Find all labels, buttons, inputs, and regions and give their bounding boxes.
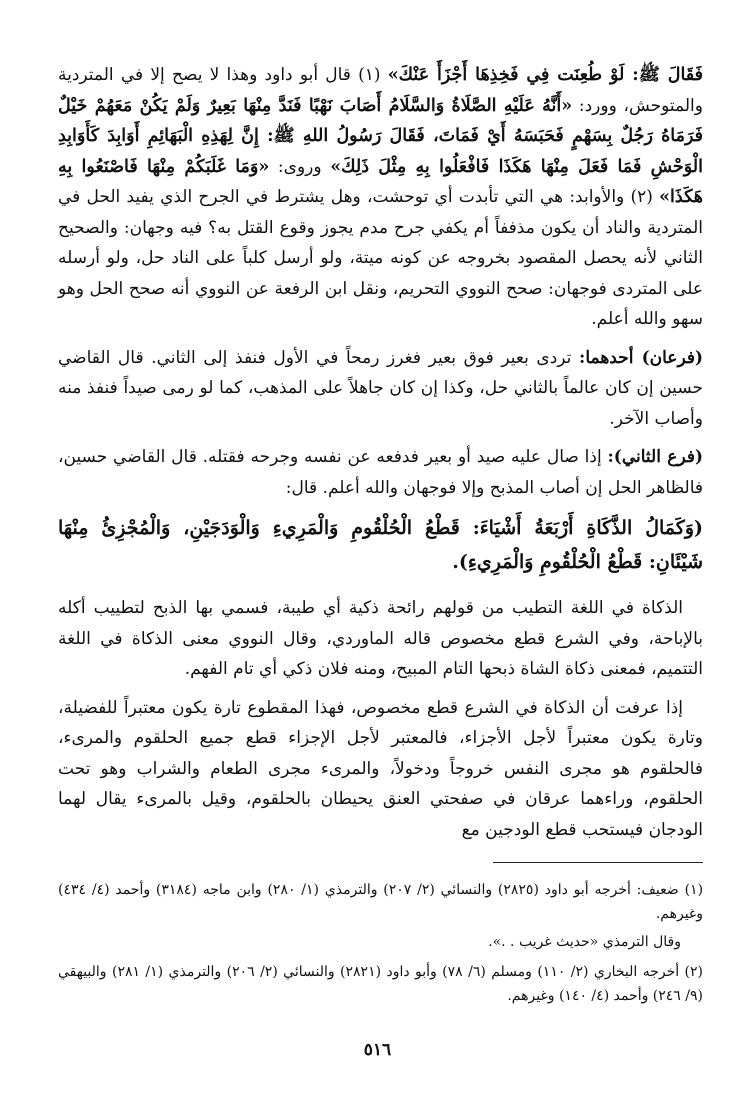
paragraph-hadith-discussion xyxy=(58,60,703,335)
paragraph-definition: الذكاة في اللغة التطيب من قولهم رائحة ذكية أي طيبة، فسمي بها الذبح لتطييب أكله بالإباحة، وفي الشرع قطع مخصوص قاله الماوردي، وقال النووي معنى الذكاة في اللغة التتميم، فمعنى ذكاة الشاة ذبحها التام المبيح، ومنه فلان ذكي أي تام الفهم. xyxy=(58,598,703,679)
footnote-2: (٢) أخرجه البخاري (٢/ ١١٠) ومسلم (٦/ ٧٨) وأبو داود (٢٨٢١) والنسائي (٢/ ٢٠٦) والترمذي (١/ ٢٨١) والبيهقي (٩/ ٢٤٦) وأحمد (٤/ ١٤٠) وغيرهم. xyxy=(58,964,703,1004)
page-number: ٥١٦ xyxy=(363,1040,392,1060)
paragraph-text: تردى بعير فوق بعير فغرز رمحاً في الأول فنفذ إلى الثاني. قال القاضي حسين إن كان عالماً بالثاني حل، وكذا إن كان جاهلاً على المذهب، كما لو رمى صيداً فنفذ منه وأصاب الآخر. xyxy=(58,347,703,429)
paragraph-text: وروى: xyxy=(269,156,331,177)
paragraph-two-branches xyxy=(58,343,703,435)
matn-text: (وَكَمَالُ الذَّكَاةِ أَرْبَعَةُ أَشْيَاءَ: قَطْعُ الْحُلْقُومِ وَالْمَرِيءِ وَالْوَدَجَيْنِ، وَالْمُجْزِئُ مِنْهَا شَيْئَانِ: قَطْعُ الْحُلْقُومِ وَالْمَرِيءِ). xyxy=(58,517,703,573)
footnote-1: (١) ضعيف: أخرجه أبو داود (٢٨٢٥) والنسائي (٢/ ٢٠٧) والترمذي (١/ ٢٨٠) وابن ماجه (٣١٨٤) وأحمد (٤/ ٤٣٤) وغيرهم. xyxy=(58,882,704,922)
paragraph-text: (٢) والأوابد: هي التي تأبدت أي توحشت، وهل يشترط في الجرح الذي يفيد الحل في المتردية والناد أن يكون مذففاً أم يكفي جرح مدم يجوز وقوع القتل به؟ فيه وجهان: والصحيح الثاني لأنه يحصل المقصود بخروجه عن كونه ميتة، ولو أرسل كلباً على الناد حل، ولو أرسله على المتردى فوجهان: صحح النووي التحريم، ونقل ابن الرفعة عن النووي أنه صحح الحل وهو سهو والله أعلم. xyxy=(58,187,703,329)
footnote-1-note: وقال الترمذي «حديث غريب . .». xyxy=(488,934,681,950)
hadith-quote: «وَمَا غَلَبَكُمْ مِنْهَا فَاصْنَعُوا بِهِ هَكَذَا» xyxy=(58,156,703,207)
section-lead: (فرع الثاني): xyxy=(607,447,703,467)
paragraph-text: (١) قال أبو داود وهذا لا يصح إلا في المتردية والمتوحش، وورد: xyxy=(58,65,703,116)
hadith-quote: «أَنَّهُ عَلَيْهِ الصَّلَاةُ وَالسَّلَامُ أَصَابَ نَهْبًا فَنَدَّ مِنْهَا بَعِيرٌ وَلَمْ يَكُنْ مَعَهُمْ خَيْلٌ فَرَمَاهُ رَجُلٌ بِسَهْمٍ فَحَبَسَهُ أَيْ فَمَاتَ، فَقَالَ رَسُولُ اللهِ ﷺ: إِنَّ لِهَذِهِ الْبَهَائِمِ أَوَابِدَ كَأَوَابِدِ الْوَحْشِ فَمَا فَعَلَ مِنْهَا هَكَذَا فَافْعَلُوا بِهِ مِثْلَ ذَلِكَ» xyxy=(58,95,703,177)
paragraph-text: إذا صال عليه صيد أو بعير فدفعه عن نفسه وجرحه فقتله. قال القاضي حسين، فالظاهر الحل إن أصاب المذبح وإلا فوجهان والله أعلم. قال: xyxy=(58,447,703,498)
footnotes xyxy=(58,878,703,1012)
paragraph-second-branch xyxy=(58,442,703,503)
paragraph-explanation: إذا عرفت أن الذكاة في الشرع قطع مخصوص، فهذا المقطوع تارة يكون معتبراً للفضيلة، وتارة يكون معتبراً لأجل الأجزاء، فالمعتبر لأجل الإجزاء قطع جميع الحلقوم والمرىء، فالحلقوم هو مجرى النفس خروجاً ودخولاً، والمرىء مجرى الطعام والشراب وهو تحت الحلقوم، وراءهما عرقان في صفحتي العنق يحيطان بالحلقوم، وقيل بالمرىء يقال لهما الودجان فيستحب قطع الودجين مع xyxy=(58,697,703,840)
footnote-divider xyxy=(493,862,703,863)
section-lead: (فرعان) أحدهما: xyxy=(579,347,703,368)
hadith-quote: فَقَالَ ﷺ: لَوْ طُعِنَت فِي فَخِذِهَا أَجْزَأَ عَنْكَ» xyxy=(387,65,703,85)
page-body xyxy=(58,60,703,853)
